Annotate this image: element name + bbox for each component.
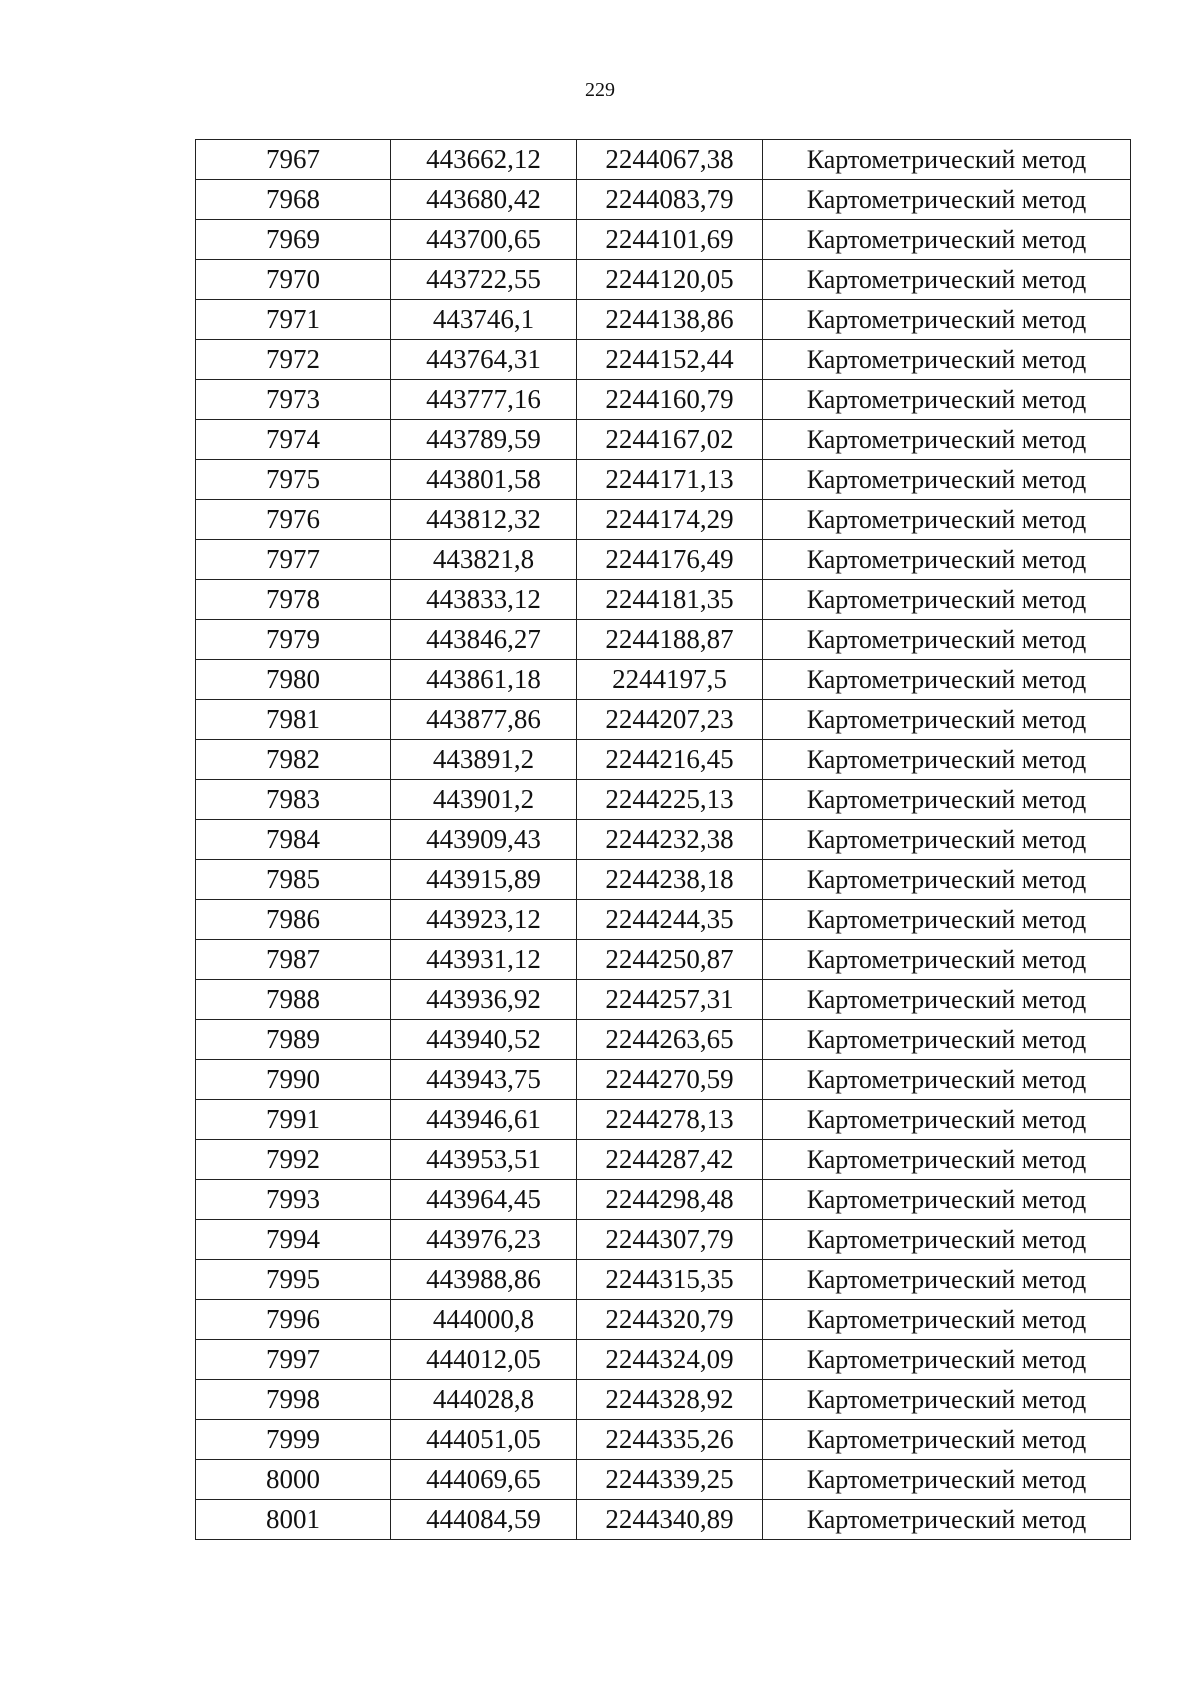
page-number: 229 <box>585 79 615 101</box>
point-number-cell: 7998 <box>196 1380 391 1420</box>
method-cell: Картометрический метод <box>763 700 1131 740</box>
method-cell: Картометрический метод <box>763 220 1131 260</box>
method-cell: Картометрический метод <box>763 300 1131 340</box>
point-number-cell: 7968 <box>196 180 391 220</box>
x-coordinate-cell: 443909,43 <box>391 820 577 860</box>
point-number-cell: 7974 <box>196 420 391 460</box>
point-number-cell: 7980 <box>196 660 391 700</box>
point-number-cell: 7979 <box>196 620 391 660</box>
table-row <box>196 1140 1131 1180</box>
x-coordinate-cell: 443923,12 <box>391 900 577 940</box>
method-cell: Картометрический метод <box>763 1500 1131 1540</box>
x-coordinate-cell: 443764,31 <box>391 340 577 380</box>
y-coordinate-cell: 2244339,25 <box>577 1460 763 1500</box>
method-cell: Картометрический метод <box>763 900 1131 940</box>
y-coordinate-cell: 2244340,89 <box>577 1500 763 1540</box>
x-coordinate-cell: 443964,45 <box>391 1180 577 1220</box>
table-row <box>196 740 1131 780</box>
method-cell: Картометрический метод <box>763 740 1131 780</box>
point-number-cell: 7993 <box>196 1180 391 1220</box>
point-number-cell: 7982 <box>196 740 391 780</box>
point-number-cell: 7999 <box>196 1420 391 1460</box>
method-cell: Картометрический метод <box>763 1260 1131 1300</box>
x-coordinate-cell: 444051,05 <box>391 1420 577 1460</box>
method-cell: Картометрический метод <box>763 1300 1131 1340</box>
method-cell: Картометрический метод <box>763 660 1131 700</box>
x-coordinate-cell: 443746,1 <box>391 300 577 340</box>
table-row <box>196 940 1131 980</box>
table-row <box>196 780 1131 820</box>
y-coordinate-cell: 2244307,79 <box>577 1220 763 1260</box>
y-coordinate-cell: 2244160,79 <box>577 380 763 420</box>
method-cell: Картометрический метод <box>763 1420 1131 1460</box>
point-number-cell: 7973 <box>196 380 391 420</box>
method-cell: Картометрический метод <box>763 500 1131 540</box>
x-coordinate-cell: 443953,51 <box>391 1140 577 1180</box>
method-cell: Картометрический метод <box>763 1020 1131 1060</box>
x-coordinate-cell: 443801,58 <box>391 460 577 500</box>
point-number-cell: 7985 <box>196 860 391 900</box>
point-number-cell: 7994 <box>196 1220 391 1260</box>
x-coordinate-cell: 443940,52 <box>391 1020 577 1060</box>
method-cell: Картометрический метод <box>763 980 1131 1020</box>
y-coordinate-cell: 2244167,02 <box>577 420 763 460</box>
point-number-cell: 7988 <box>196 980 391 1020</box>
y-coordinate-cell: 2244225,13 <box>577 780 763 820</box>
method-cell: Картометрический метод <box>763 1460 1131 1500</box>
y-coordinate-cell: 2244197,5 <box>577 660 763 700</box>
point-number-cell: 7995 <box>196 1260 391 1300</box>
table-row <box>196 1020 1131 1060</box>
y-coordinate-cell: 2244067,38 <box>577 140 763 180</box>
table-row <box>196 820 1131 860</box>
table-row <box>196 860 1131 900</box>
x-coordinate-cell: 443891,2 <box>391 740 577 780</box>
table-row <box>196 700 1131 740</box>
y-coordinate-cell: 2244278,13 <box>577 1100 763 1140</box>
method-cell: Картометрический метод <box>763 1100 1131 1140</box>
x-coordinate-cell: 443943,75 <box>391 1060 577 1100</box>
point-number-cell: 7970 <box>196 260 391 300</box>
x-coordinate-cell: 443946,61 <box>391 1100 577 1140</box>
method-cell: Картометрический метод <box>763 180 1131 220</box>
x-coordinate-cell: 443901,2 <box>391 780 577 820</box>
x-coordinate-cell: 444000,8 <box>391 1300 577 1340</box>
y-coordinate-cell: 2244335,26 <box>577 1420 763 1460</box>
x-coordinate-cell: 444069,65 <box>391 1460 577 1500</box>
x-coordinate-cell: 443936,92 <box>391 980 577 1020</box>
y-coordinate-cell: 2244287,42 <box>577 1140 763 1180</box>
table-row <box>196 220 1131 260</box>
table-row <box>196 300 1131 340</box>
point-number-cell: 7972 <box>196 340 391 380</box>
method-cell: Картометрический метод <box>763 1180 1131 1220</box>
y-coordinate-cell: 2244320,79 <box>577 1300 763 1340</box>
y-coordinate-cell: 2244244,35 <box>577 900 763 940</box>
x-coordinate-cell: 443821,8 <box>391 540 577 580</box>
table-row <box>196 500 1131 540</box>
point-number-cell: 7971 <box>196 300 391 340</box>
x-coordinate-cell: 443988,86 <box>391 1260 577 1300</box>
y-coordinate-cell: 2244257,31 <box>577 980 763 1020</box>
table-row <box>196 1220 1131 1260</box>
x-coordinate-cell: 444028,8 <box>391 1380 577 1420</box>
table-row <box>196 980 1131 1020</box>
x-coordinate-cell: 443662,12 <box>391 140 577 180</box>
table-row <box>196 420 1131 460</box>
method-cell: Картометрический метод <box>763 1060 1131 1100</box>
point-number-cell: 7977 <box>196 540 391 580</box>
table-row <box>196 620 1131 660</box>
method-cell: Картометрический метод <box>763 1140 1131 1180</box>
method-cell: Картометрический метод <box>763 260 1131 300</box>
method-cell: Картометрический метод <box>763 380 1131 420</box>
x-coordinate-cell: 443976,23 <box>391 1220 577 1260</box>
table-row <box>196 380 1131 420</box>
table-row <box>196 1060 1131 1100</box>
x-coordinate-cell: 443700,65 <box>391 220 577 260</box>
point-number-cell: 7975 <box>196 460 391 500</box>
x-coordinate-cell: 444084,59 <box>391 1500 577 1540</box>
y-coordinate-cell: 2244138,86 <box>577 300 763 340</box>
point-number-cell: 7969 <box>196 220 391 260</box>
table-row <box>196 180 1131 220</box>
x-coordinate-cell: 443833,12 <box>391 580 577 620</box>
table-row <box>196 1180 1131 1220</box>
y-coordinate-cell: 2244263,65 <box>577 1020 763 1060</box>
point-number-cell: 7989 <box>196 1020 391 1060</box>
x-coordinate-cell: 443846,27 <box>391 620 577 660</box>
table-row <box>196 1500 1131 1540</box>
table-row <box>196 140 1131 180</box>
y-coordinate-cell: 2244176,49 <box>577 540 763 580</box>
method-cell: Картометрический метод <box>763 1340 1131 1380</box>
y-coordinate-cell: 2244324,09 <box>577 1340 763 1380</box>
y-coordinate-cell: 2244171,13 <box>577 460 763 500</box>
point-number-cell: 7992 <box>196 1140 391 1180</box>
method-cell: Картометрический метод <box>763 540 1131 580</box>
method-cell: Картометрический метод <box>763 780 1131 820</box>
point-number-cell: 7981 <box>196 700 391 740</box>
method-cell: Картометрический метод <box>763 340 1131 380</box>
x-coordinate-cell: 443680,42 <box>391 180 577 220</box>
y-coordinate-cell: 2244328,92 <box>577 1380 763 1420</box>
method-cell: Картометрический метод <box>763 1380 1131 1420</box>
point-number-cell: 7991 <box>196 1100 391 1140</box>
x-coordinate-cell: 443915,89 <box>391 860 577 900</box>
method-cell: Картометрический метод <box>763 820 1131 860</box>
method-cell: Картометрический метод <box>763 460 1131 500</box>
table-row <box>196 1340 1131 1380</box>
y-coordinate-cell: 2244270,59 <box>577 1060 763 1100</box>
table-row <box>196 260 1131 300</box>
y-coordinate-cell: 2244174,29 <box>577 500 763 540</box>
point-number-cell: 7984 <box>196 820 391 860</box>
x-coordinate-cell: 443722,55 <box>391 260 577 300</box>
coordinates-table <box>195 139 1131 1540</box>
table-row <box>196 580 1131 620</box>
table-row <box>196 340 1131 380</box>
point-number-cell: 8000 <box>196 1460 391 1500</box>
method-cell: Картометрический метод <box>763 1220 1131 1260</box>
point-number-cell: 7996 <box>196 1300 391 1340</box>
table-row <box>196 1100 1131 1140</box>
table-row <box>196 460 1131 500</box>
point-number-cell: 7986 <box>196 900 391 940</box>
x-coordinate-cell: 443789,59 <box>391 420 577 460</box>
point-number-cell: 7983 <box>196 780 391 820</box>
y-coordinate-cell: 2244207,23 <box>577 700 763 740</box>
y-coordinate-cell: 2244181,35 <box>577 580 763 620</box>
point-number-cell: 7987 <box>196 940 391 980</box>
point-number-cell: 8001 <box>196 1500 391 1540</box>
x-coordinate-cell: 444012,05 <box>391 1340 577 1380</box>
table-row <box>196 540 1131 580</box>
x-coordinate-cell: 443861,18 <box>391 660 577 700</box>
point-number-cell: 7976 <box>196 500 391 540</box>
x-coordinate-cell: 443812,32 <box>391 500 577 540</box>
y-coordinate-cell: 2244250,87 <box>577 940 763 980</box>
method-cell: Картометрический метод <box>763 860 1131 900</box>
y-coordinate-cell: 2244238,18 <box>577 860 763 900</box>
point-number-cell: 7990 <box>196 1060 391 1100</box>
y-coordinate-cell: 2244188,87 <box>577 620 763 660</box>
y-coordinate-cell: 2244120,05 <box>577 260 763 300</box>
table-row <box>196 660 1131 700</box>
point-number-cell: 7997 <box>196 1340 391 1380</box>
x-coordinate-cell: 443877,86 <box>391 700 577 740</box>
coordinates-table-body <box>196 140 1131 1540</box>
method-cell: Картометрический метод <box>763 940 1131 980</box>
x-coordinate-cell: 443931,12 <box>391 940 577 980</box>
y-coordinate-cell: 2244152,44 <box>577 340 763 380</box>
table-row <box>196 1260 1131 1300</box>
y-coordinate-cell: 2244315,35 <box>577 1260 763 1300</box>
point-number-cell: 7967 <box>196 140 391 180</box>
y-coordinate-cell: 2244083,79 <box>577 180 763 220</box>
y-coordinate-cell: 2244298,48 <box>577 1180 763 1220</box>
y-coordinate-cell: 2244232,38 <box>577 820 763 860</box>
table-row <box>196 900 1131 940</box>
x-coordinate-cell: 443777,16 <box>391 380 577 420</box>
method-cell: Картометрический метод <box>763 140 1131 180</box>
y-coordinate-cell: 2244101,69 <box>577 220 763 260</box>
point-number-cell: 7978 <box>196 580 391 620</box>
table-row <box>196 1380 1131 1420</box>
method-cell: Картометрический метод <box>763 580 1131 620</box>
method-cell: Картометрический метод <box>763 620 1131 660</box>
y-coordinate-cell: 2244216,45 <box>577 740 763 780</box>
table-row <box>196 1420 1131 1460</box>
table-row <box>196 1300 1131 1340</box>
table-row <box>196 1460 1131 1500</box>
method-cell: Картометрический метод <box>763 420 1131 460</box>
